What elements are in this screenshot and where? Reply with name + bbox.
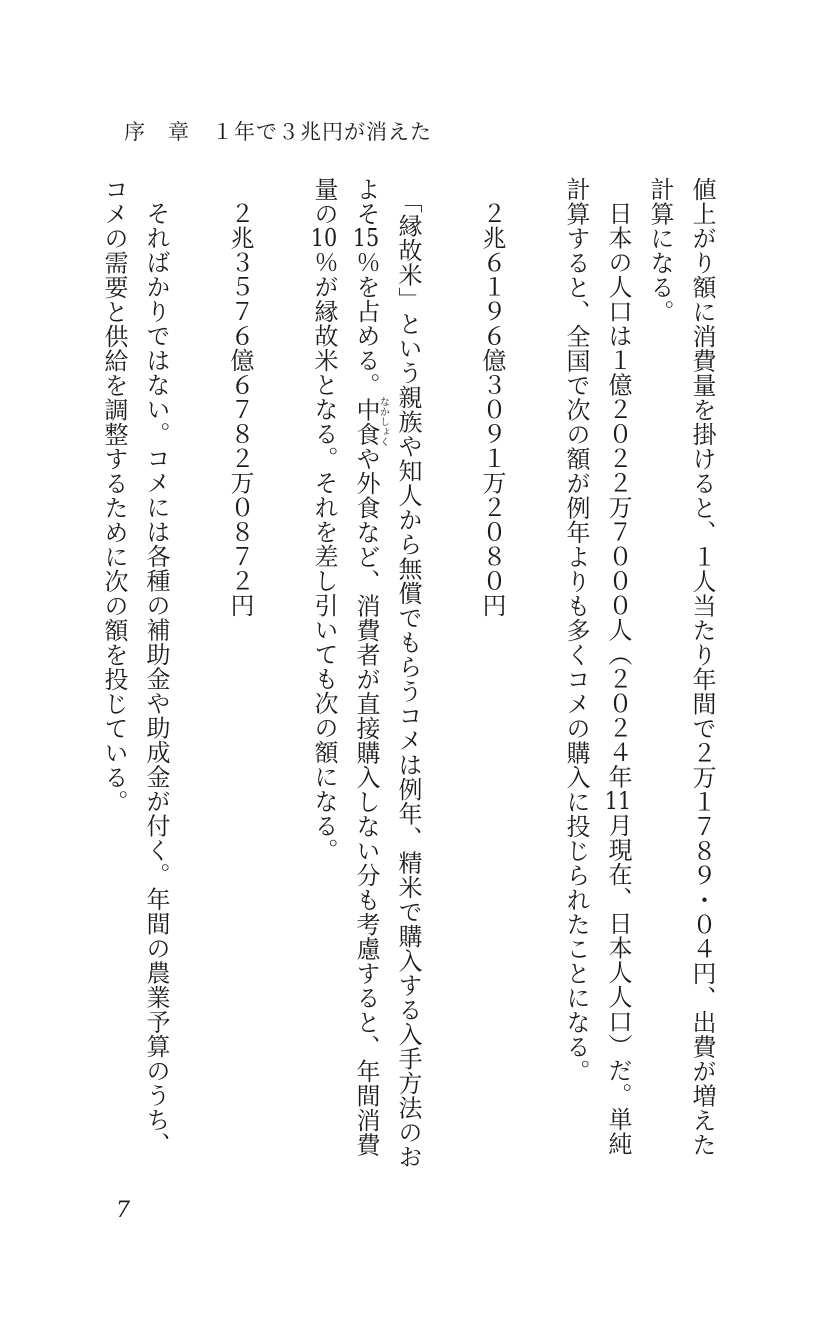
- tatechuyoko-number: 10: [310, 226, 338, 250]
- amount-line: ２兆３５７６億６７８２万０８７２円: [226, 201, 254, 618]
- running-head: 序 章 １年で３兆円が消えた: [124, 120, 432, 144]
- furigana-ruby: 中食なかしょく: [352, 396, 389, 447]
- tatechuyoko-number: 11: [604, 789, 632, 813]
- amount-line: ２兆６１９６億３０９１万２０８０円: [478, 201, 506, 618]
- tatechuyoko-number: 15: [352, 226, 380, 250]
- paragraph: 値上がり額に消費量を掛けると、１人当たり年間で２万１７８９・０４円、出費が増えた計算になる。: [646, 177, 716, 1157]
- paragraph: そればかりではない。コメには各種の補助金や助成金が付く。年間の農業予算のうち、コメの需要と供給を調整するために次の額を投じている。: [100, 177, 170, 1157]
- furigana-reading: なかしょく: [377, 396, 389, 447]
- paragraph: 日本の人口は１億２０２２万７０００人（２０２４年11月現在、日本人人口）だ。単純計算すると、全国で次の額が例年よりも多くコメの購入に投じられたことになる。: [562, 177, 632, 1156]
- body-text-block: [89, 177, 723, 1179]
- paragraph: 「縁故米」という親族や知人から無償でもらうコメは例年、精米で購入する入手方法のおよそ15％を占める。中食なかしょくや外食など、消費者が直接購入しない分も考慮すると、年間消費量の10％が縁故米となる。それを差し引いても次の額になる。: [310, 177, 422, 1169]
- page-number: 7: [116, 1198, 130, 1223]
